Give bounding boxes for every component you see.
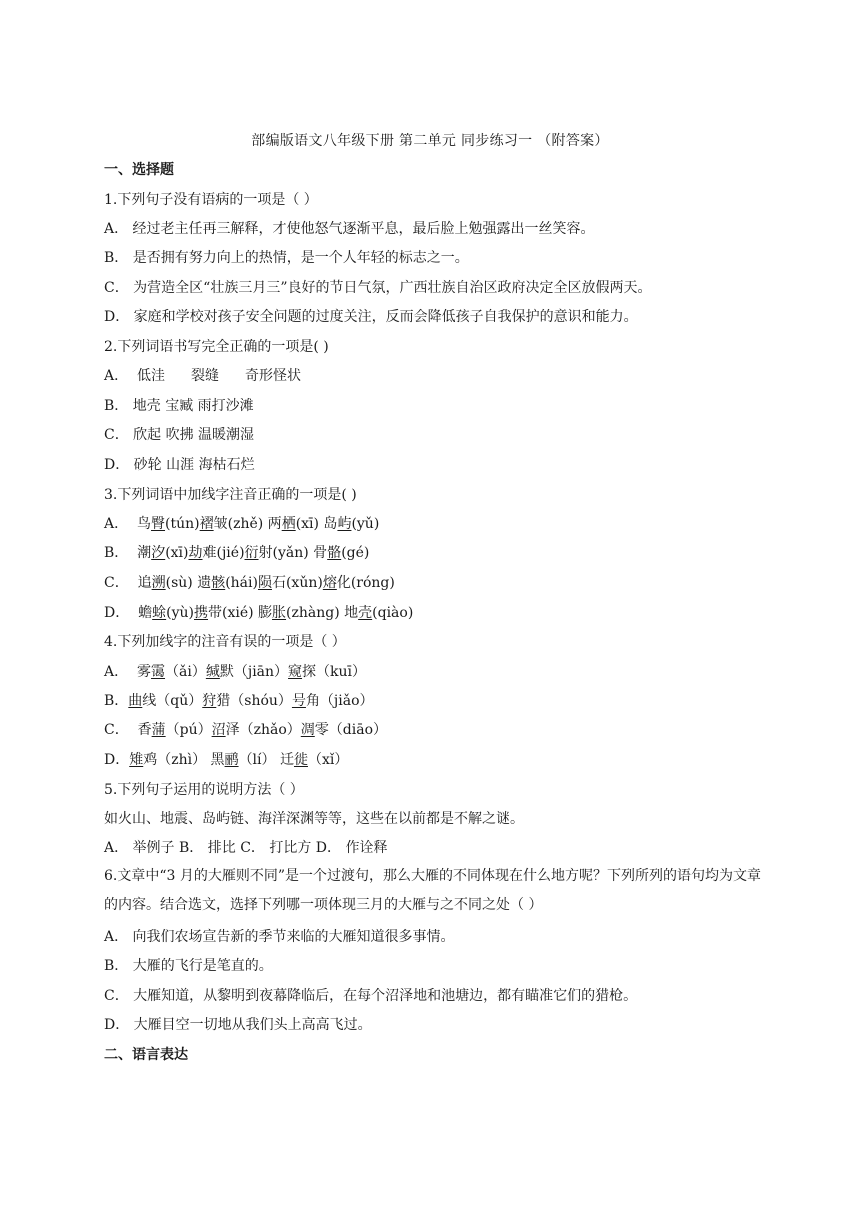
underlined-char: 霭 <box>151 664 166 680</box>
question-6-option-c: C． 大雁知道，从黎明到夜幕降临后，在每个沼泽地和池塘边，都有瞄准它们的猎枪。 <box>104 988 638 1004</box>
question-1-option-b: B． 是否拥有努力向上的热情，是一个人年轻的标志之一。 <box>104 250 469 266</box>
question-3-option-a <box>104 514 764 534</box>
underlined-char: 徙 <box>293 752 308 768</box>
option-text: 默（jiān） <box>219 664 289 680</box>
option-text: 皱(zhě) 两 <box>213 516 282 532</box>
underlined-char: 狩 <box>202 693 217 709</box>
option-text: (qiào) <box>372 605 414 621</box>
underlined-char: 骼 <box>327 545 342 561</box>
option-text: 鸟 <box>137 516 152 532</box>
option-text: (xī) <box>165 545 189 561</box>
option-text: (xī) 岛 <box>295 516 338 532</box>
underlined-char: 曲 <box>128 693 143 709</box>
underlined-char: 溯 <box>151 575 166 591</box>
question-6-option-a: A． 向我们农场宣告新的季节来临的大雁知道很多事情。 <box>104 929 455 945</box>
option-text: （xǐ） <box>307 752 349 768</box>
option-text: 射(yǎn) 骨 <box>258 545 328 561</box>
underlined-char: 号 <box>291 693 306 709</box>
option-letter: C． <box>104 575 129 591</box>
option-text: 猎（shóu） <box>216 693 292 709</box>
underlined-char: 汐 <box>151 545 166 561</box>
option-text: 化(róng) <box>336 575 395 591</box>
option-text: 线（qǔ） <box>142 693 203 709</box>
underlined-char: 雉 <box>129 752 144 768</box>
option-text: 零（diāo） <box>314 722 387 738</box>
question-5-options: A． 举例子 B． 排比 C． 打比方 D． 作诠释 <box>104 840 388 856</box>
option-text: 角（jiǎo） <box>305 693 374 709</box>
option-text: 潮 <box>137 545 152 561</box>
question-4-option-c <box>104 720 764 740</box>
option-letter: A． <box>104 664 129 680</box>
underlined-char: 臀 <box>151 516 166 532</box>
underlined-char: 屿 <box>337 516 352 532</box>
underlined-char: 栖 <box>281 516 296 532</box>
option-text: (yù) <box>166 605 194 621</box>
underlined-char: 劫 <box>188 545 203 561</box>
option-text: 蟾 <box>138 605 153 621</box>
option-text: 追 <box>137 575 152 591</box>
underlined-char: 衍 <box>244 545 259 561</box>
option-text: 探（kuī） <box>302 664 367 680</box>
question-2-option-a <box>104 366 764 386</box>
question-4-stem: 4.下列加线字的注音有误的一项是（ ） <box>104 634 346 650</box>
question-4-option-a <box>104 662 764 682</box>
question-5-passage: 如火山、地震、岛屿链、海洋深渊等等，这些在以前都是不解之谜。 <box>104 811 524 827</box>
underlined-char: 壳 <box>358 605 373 621</box>
question-1-stem: 1.下列句子没有语病的一项是（ ） <box>104 192 318 208</box>
question-1-option-c: C． 为营造全区“壮族三月三”良好的节日气氛，广西壮族自治区政府决定全区放假两天。 <box>104 280 652 296</box>
underlined-char: 鹂 <box>224 752 239 768</box>
option-text: 难(jié) <box>202 545 245 561</box>
option-text: 香 <box>137 722 152 738</box>
option-word: 低洼 <box>137 368 166 384</box>
option-text: （lí） 迁 <box>238 752 294 768</box>
underlined-char: 熔 <box>322 575 337 591</box>
question-2-option-c: C． 欣起 吹拂 温暖潮湿 <box>104 427 255 443</box>
question-6-stem: 6.文章中“3 月的大雁则不同”是一个过渡句，那么大雁的不同体现在什么地方呢？下列所列的语句均为文章的内容。结合选文，选择下列哪一项体现三月的大雁与之不同之处（ ） <box>104 868 762 913</box>
document-title: 部编版语文八年级下册 第二单元 同步练习一 （附答案） <box>251 133 609 149</box>
question-4-option-b <box>104 691 764 711</box>
underlined-char: 凋 <box>300 722 315 738</box>
question-6-option-b: B． 大雁的飞行是笔直的。 <box>104 958 273 974</box>
section-heading-choice: 一、选择题 <box>104 162 174 178</box>
underlined-char: 陨 <box>257 575 272 591</box>
option-text: (sù) 遗 <box>165 575 212 591</box>
question-2-stem: 2.下列词语书写完全正确的一项是( ) <box>104 339 329 355</box>
question-6-option-d: D． 大雁目空一切地从我们头上高高飞过。 <box>104 1017 372 1033</box>
option-text: (tún) <box>165 516 200 532</box>
underlined-char: 携 <box>194 605 208 621</box>
option-text: 泽（zhǎo） <box>225 722 301 738</box>
question-3-option-d <box>104 603 764 623</box>
option-text: 雾 <box>137 664 152 680</box>
question-4-option-d <box>104 750 764 770</box>
question-3-option-b <box>104 543 764 563</box>
question-3-option-c <box>104 573 764 593</box>
question-2-option-d: D． 砂轮 山涯 海枯石烂 <box>104 457 255 473</box>
option-text: (hái) <box>225 575 258 591</box>
question-1-option-a: A． 经过老主任再三解释，才使他怒气逐渐平息，最后脸上勉强露出一丝笑容。 <box>104 221 595 237</box>
option-text: （ǎi） <box>165 664 206 680</box>
option-letter: B． <box>104 545 129 561</box>
question-3-stem: 3.下列词语中加线字注音正确的一项是( ) <box>104 487 357 503</box>
underlined-char: 窥 <box>288 664 303 680</box>
underlined-char: 胀 <box>272 605 287 621</box>
section-heading-language: 二、语言表达 <box>104 1047 188 1063</box>
option-text: 石(xǔn) <box>271 575 323 591</box>
option-letter: A． <box>104 368 129 384</box>
option-text: 鸡（zhì） 黑 <box>143 752 225 768</box>
option-text: （pú） <box>165 722 212 738</box>
underlined-char: 蜍 <box>152 605 167 621</box>
question-2-option-b: B． 地壳 宝臧 雨打沙滩 <box>104 398 254 414</box>
option-text: (yǔ) <box>351 516 380 532</box>
option-text: (gé) <box>341 545 370 561</box>
option-letter: D． <box>104 605 130 621</box>
option-letter: C． <box>104 722 129 738</box>
option-letter: D． <box>104 752 130 768</box>
underlined-char: 沼 <box>211 722 226 738</box>
question-5-stem: 5.下列句子运用的说明方法（ ） <box>104 782 304 798</box>
underlined-char: 褶 <box>199 516 214 532</box>
option-text: 带(xié) 膨 <box>208 605 273 621</box>
option-letter: A． <box>104 516 129 532</box>
underlined-char: 缄 <box>205 664 220 680</box>
option-text: (zhàng) 地 <box>286 605 359 621</box>
underlined-char: 骸 <box>211 575 226 591</box>
question-1-option-d: D． 家庭和学校对孩子安全问题的过度关注，反而会降低孩子自我保护的意识和能力。 <box>104 309 638 325</box>
underlined-char: 蒲 <box>151 722 166 738</box>
option-letter: B． <box>104 693 129 709</box>
option-word: 裂缝 <box>191 368 220 384</box>
option-word: 奇形怪状 <box>245 368 302 384</box>
